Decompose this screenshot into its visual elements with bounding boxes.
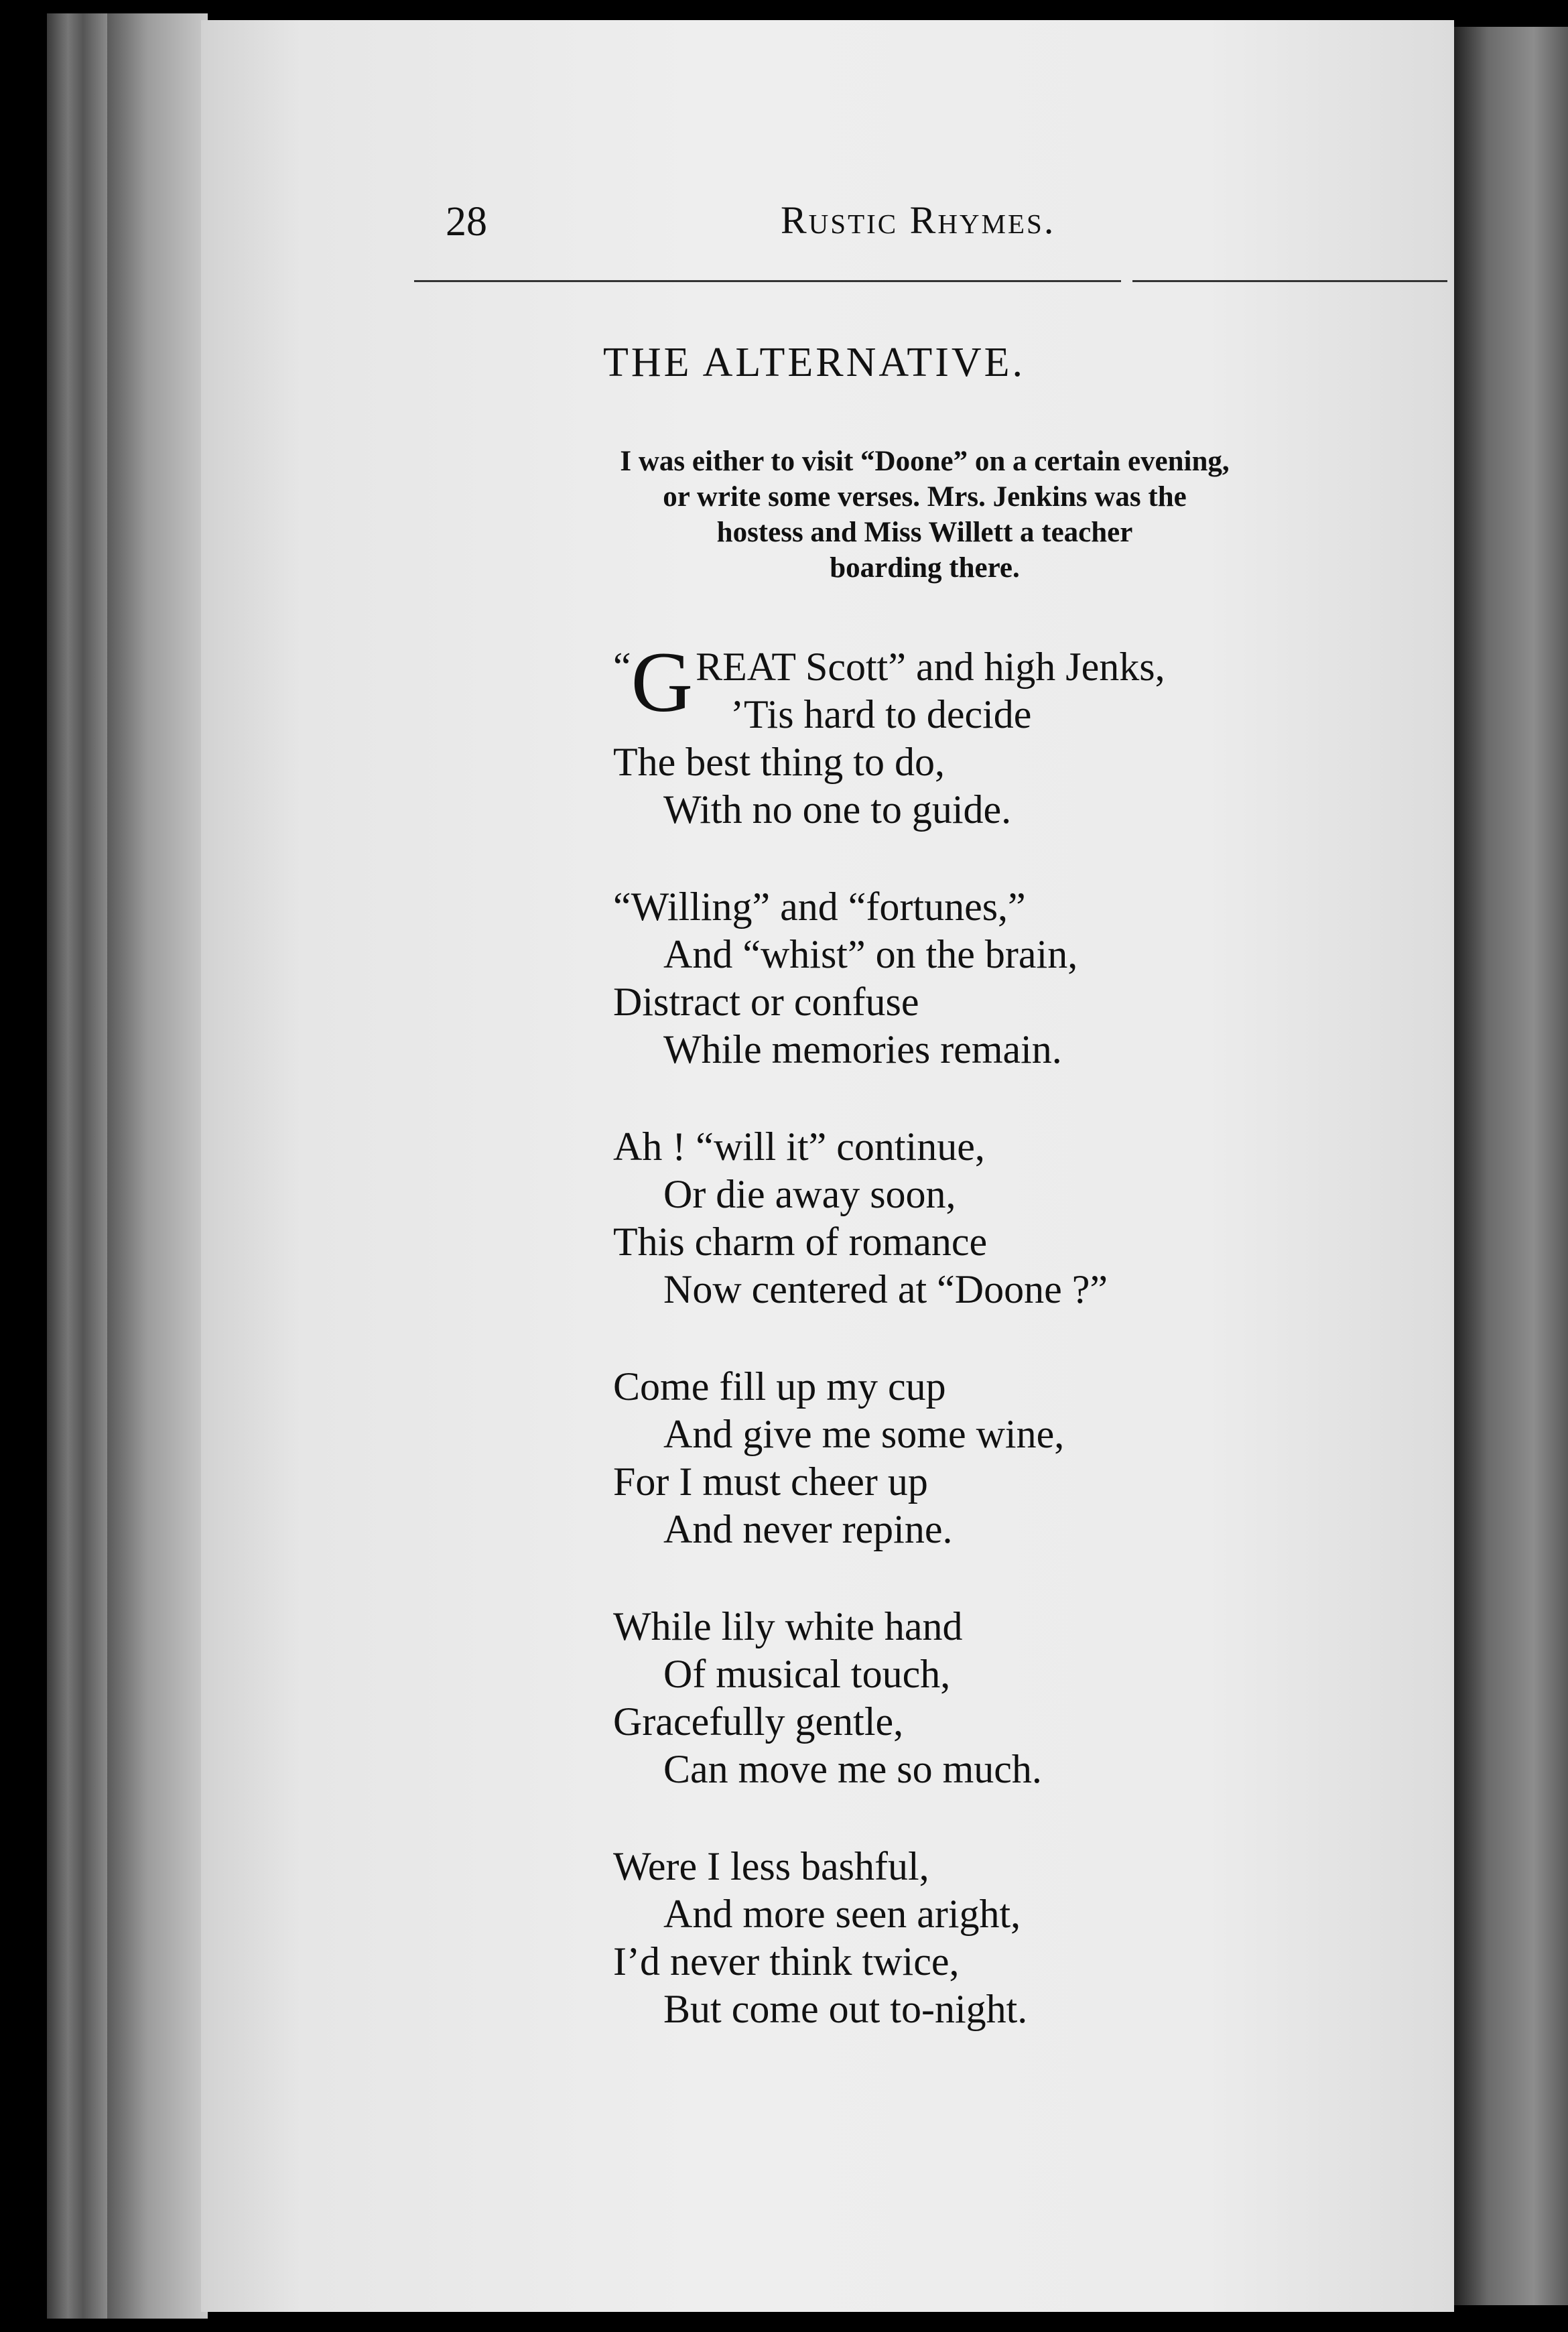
stanza xyxy=(613,1123,1165,1313)
poem-line: Distract or confuse xyxy=(613,980,919,1024)
stanza xyxy=(613,1843,1165,2033)
poem-line: Of musical touch, xyxy=(663,1652,951,1696)
headnote-line: boarding there. xyxy=(830,552,1020,584)
poem-line: Come fill up my cup xyxy=(613,1364,946,1409)
poem-line: Ah ! “will it” continue, xyxy=(613,1124,985,1169)
headnote-line: hostess and Miss Willett a teacher xyxy=(716,517,1133,548)
poem-line-text: REAT Scott” and high Jenks, xyxy=(696,645,1165,689)
poem-line: But come out to-night. xyxy=(663,1987,1028,2031)
drop-cap: G xyxy=(631,635,694,730)
headnote-line: I was either to visit “Doone” on a certain evening, xyxy=(620,446,1230,477)
poem-line: With no one to guide. xyxy=(663,787,1012,832)
poem-title: THE ALTERNATIVE. xyxy=(603,340,1025,385)
header-rule xyxy=(414,280,1121,282)
stanza xyxy=(613,1363,1165,1553)
poem-line: Gracefully gentle, xyxy=(613,1699,904,1744)
stanza xyxy=(613,1603,1165,1793)
poem-line: Were I less bashful, xyxy=(613,1844,929,1888)
poem-line: Or die away soon, xyxy=(663,1172,956,1216)
poem-line: “Willing” and “fortunes,” xyxy=(613,885,1026,929)
running-title: Rustic Rhymes. xyxy=(781,198,1056,242)
poem-line: And “whist” on the brain, xyxy=(663,932,1078,976)
poem-line: This charm of romance xyxy=(613,1220,988,1264)
stanza xyxy=(613,635,1165,834)
poem-line: And never repine. xyxy=(663,1507,953,1551)
headnote xyxy=(482,444,1367,586)
header-rule xyxy=(1132,280,1447,282)
stanza xyxy=(613,883,1165,1074)
poem-body xyxy=(613,635,1165,2033)
poem-line: The best thing to do, xyxy=(613,740,945,784)
page-number: 28 xyxy=(446,199,487,245)
poem-line: While memories remain. xyxy=(663,1027,1062,1072)
poem-line: And more seen aright, xyxy=(663,1892,1021,1936)
poem-line: And give me some wine, xyxy=(663,1412,1065,1456)
headnote-line: or write some verses. Mrs. Jenkins was the xyxy=(663,481,1187,513)
poem-line: ’Tis hard to decide xyxy=(730,692,1032,736)
poem-line: I’d never think twice, xyxy=(613,1939,960,1984)
opening-quote: “ xyxy=(613,645,631,689)
poem-line: For I must cheer up xyxy=(613,1460,928,1504)
poem-line: Can move me so much. xyxy=(663,1747,1042,1791)
poem-line: Now centered at “Doone ?” xyxy=(663,1267,1108,1311)
poem-line: While lily white hand xyxy=(613,1604,963,1648)
